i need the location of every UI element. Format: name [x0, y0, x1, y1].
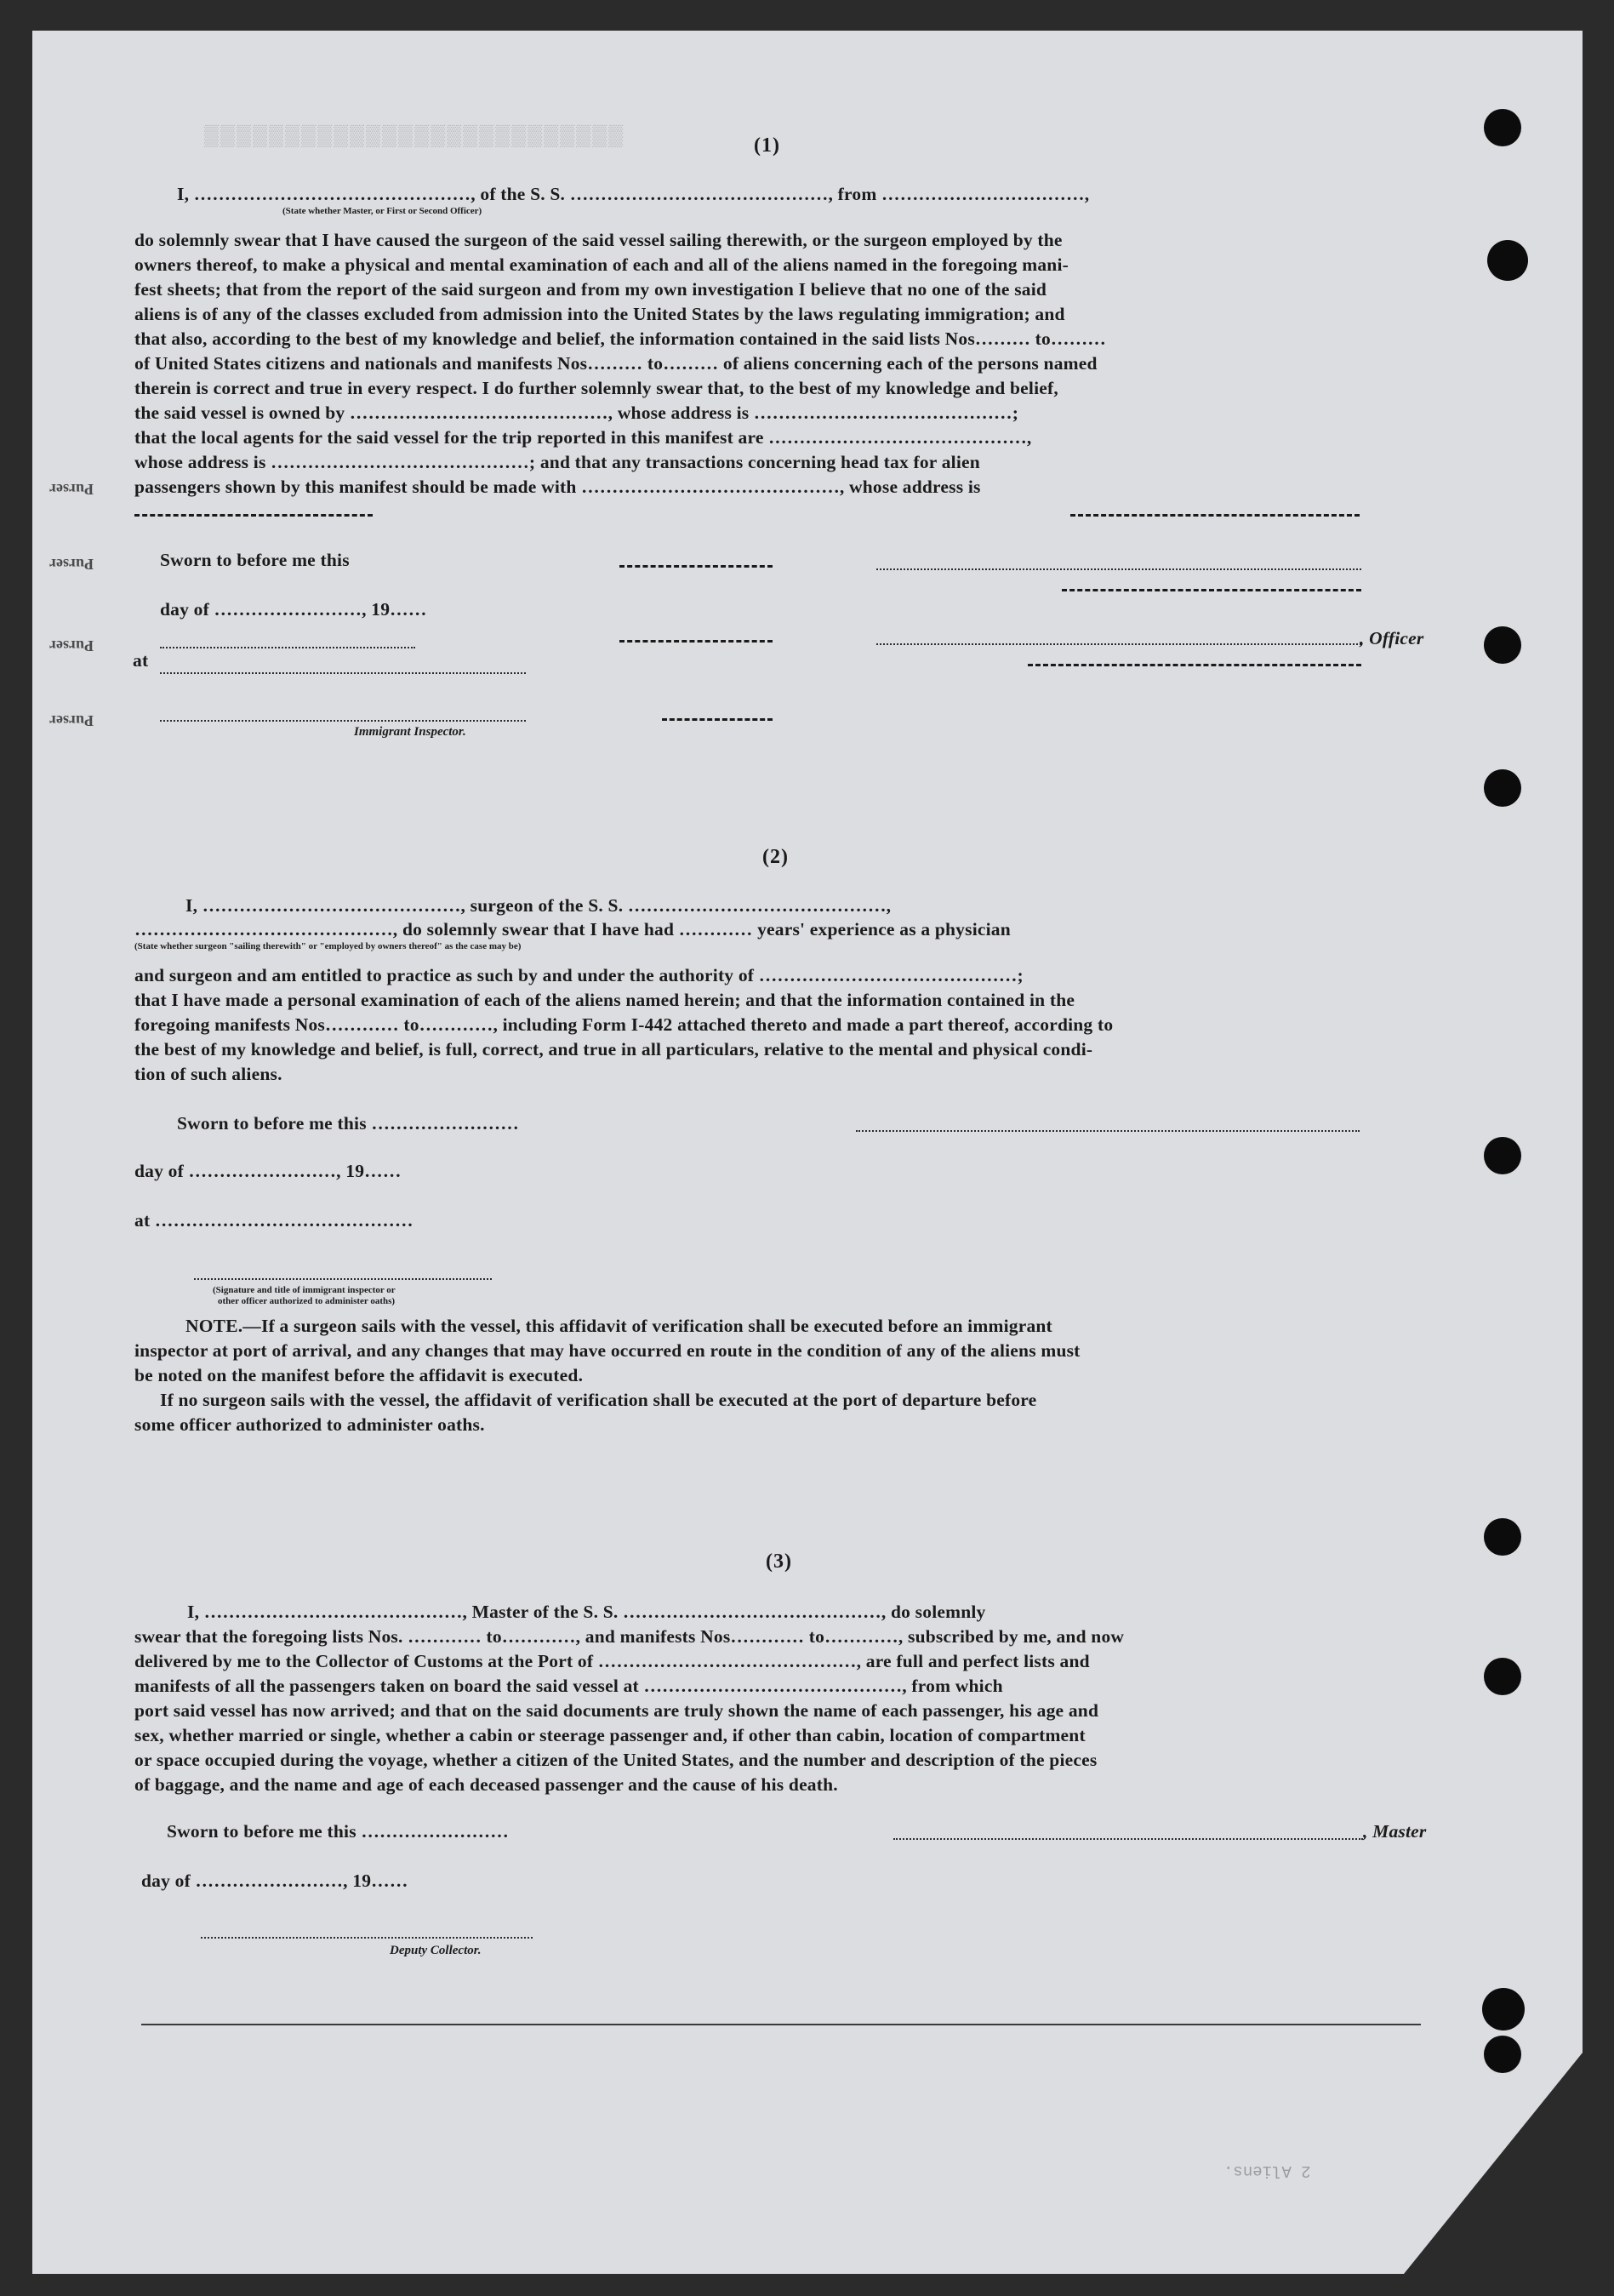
section-1-at: at	[133, 650, 149, 671]
bottom-rule	[141, 2024, 1421, 2025]
section-3-line: or space occupied during the voyage, whether a citizen of the United States, and the number and description of the pieces	[134, 1750, 1098, 1770]
bleed-through-purser: Purser	[49, 712, 94, 729]
section-3-line: swear that the foregoing lists Nos. ………… to…………, and manifests Nos………… to…………, subscribed by me, and now	[134, 1626, 1125, 1647]
section-1-line: of United States citizens and nationals and manifests Nos……… to……… of aliens concerning each of the persons named	[134, 353, 1098, 374]
section-1-line: that the local agents for the said vessel for the trip reported in this manifest are ……………………………………,	[134, 427, 1032, 448]
signature-line	[662, 717, 773, 721]
signature-line	[893, 1836, 1363, 1840]
section-1-line: the said vessel is owned by ……………………………………, whose address is ……………………………………;	[134, 403, 1019, 423]
immigrant-inspector-label: Immigrant Inspector.	[354, 725, 466, 739]
note-line: inspector at port of arrival, and any changes that may have occurred en route in the condition of any of the aliens must	[134, 1340, 1081, 1361]
document-page	[32, 31, 1583, 2274]
bleed-through-purser: Purser	[49, 556, 94, 573]
section-1-line: therein is correct and true in every respect. I do further solemnly swear that, to the best of my knowledge and belief,	[134, 378, 1058, 398]
signature-line	[1062, 587, 1361, 591]
signature-line	[1070, 512, 1360, 517]
section-1-sworn: Sworn to before me this	[160, 550, 350, 570]
punch-hole	[1484, 109, 1521, 146]
punch-hole	[1484, 1658, 1521, 1695]
note-line: NOTE.—If a surgeon sails with the vessel, this affidavit of verification shall be executed before an immigrant	[185, 1316, 1052, 1336]
section-2-line: foregoing manifests Nos………… to…………, including Form I-442 attached thereto and made a part thereof, according to	[134, 1014, 1114, 1035]
signature-line	[619, 638, 773, 643]
section-2-sworn: Sworn to before me this ……………………	[177, 1113, 519, 1134]
punch-hole	[1482, 1988, 1525, 2030]
punch-hole	[1487, 240, 1528, 281]
signature-caption: other officer authorized to administer oaths)	[218, 1296, 396, 1306]
signature-line	[160, 718, 526, 722]
section-2-day: day of ……………………, 19……	[134, 1161, 402, 1181]
signature-line	[160, 645, 415, 648]
section-2-line: that I have made a personal examination of each of the aliens named herein; and that the information contained in the	[134, 990, 1075, 1010]
signature-line	[1028, 662, 1361, 666]
bleed-through-text: ▒▒▒▒▒▒▒▒▒▒▒▒▒▒▒▒▒▒▒▒▒▒▒▒▒▒	[202, 125, 624, 147]
signature-line	[619, 563, 773, 568]
section-1-day: day of ……………………, 19……	[160, 599, 427, 620]
section-1-line: owners thereof, to make a physical and mental examination of each and all of the aliens named in the foregoing mani-	[134, 254, 1069, 275]
section-3-sworn: Sworn to before me this ……………………	[167, 1821, 509, 1842]
signature-line	[876, 642, 1361, 645]
bleed-through-purser: Purser	[49, 637, 94, 654]
section-2-line: tion of such aliens.	[134, 1064, 282, 1084]
section-3-line: delivered by me to the Collector of Customs at the Port of ……………………………………, are full and perfect lists and	[134, 1651, 1090, 1671]
signature-line	[856, 1128, 1360, 1132]
section-2-line: the best of my knowledge and belief, is full, correct, and true in all particulars, relative to the mental and physical condi-	[134, 1039, 1093, 1059]
punch-hole	[1484, 1518, 1521, 1556]
note-line: If no surgeon sails with the vessel, the affidavit of verification shall be executed at the port of departure before	[160, 1390, 1037, 1410]
punch-hole	[1484, 769, 1521, 807]
section-3-day: day of ……………………, 19……	[141, 1870, 408, 1891]
section-2-line: and surgeon and am entitled to practice as such by and under the authority of ……………………………………;	[134, 965, 1024, 985]
bleed-through-footer: 2 Aliens.	[1223, 2162, 1311, 2180]
deputy-collector-label: Deputy Collector.	[390, 1944, 482, 1957]
section-1-heading: (1)	[754, 134, 780, 157]
signature-caption: (Signature and title of immigrant inspector or	[213, 1285, 396, 1295]
note-line: some officer authorized to administer oaths.	[134, 1414, 485, 1435]
section-1-line: whose address is ……………………………………; and that any transactions concerning head tax for alien	[134, 452, 980, 472]
signature-line	[194, 1277, 492, 1280]
section-2-at: at ……………………………………	[134, 1210, 413, 1231]
section-1-line: do solemnly swear that I have caused the surgeon of the said vessel sailing therewith, or the surgeon employed by the	[134, 230, 1063, 250]
section-2-caption: (State whether surgeon "sailing therewith" or "employed by owners thereof" as the case may be)	[134, 941, 522, 951]
section-2-line: I, ……………………………………, surgeon of the S. S. ……………………………………,	[185, 895, 892, 916]
section-1-line: that also, according to the best of my knowledge and belief, the information contained in the said lists Nos……… to………	[134, 328, 1107, 349]
section-1-line: I, ………………………………………, of the S. S. ……………………………………, from ……………………………,	[177, 184, 1090, 204]
signature-line	[134, 512, 373, 517]
section-3-heading: (3)	[766, 1551, 792, 1573]
section-2-heading: (2)	[762, 846, 789, 868]
officer-label: , Officer	[1360, 628, 1424, 648]
section-1-line: fest sheets; that from the report of the said surgeon and from my own investigation I believe that no one of the said	[134, 279, 1047, 300]
master-label: , Master	[1363, 1821, 1427, 1842]
section-1-line: passengers shown by this manifest should be made with ……………………………………, whose address is	[134, 477, 981, 497]
punch-hole	[1484, 1137, 1521, 1174]
signature-line	[201, 1935, 533, 1939]
note-line: be noted on the manifest before the affidavit is executed.	[134, 1365, 584, 1385]
section-3-line: I, ……………………………………, Master of the S. S. ……………………………………, do solemnly	[187, 1602, 986, 1622]
bleed-through-purser: Purser	[49, 481, 94, 498]
punch-hole	[1484, 626, 1521, 664]
section-1-line: aliens is of any of the classes excluded from admission into the United States by the laws regulating immigration; and	[134, 304, 1065, 324]
section-3-line: of baggage, and the name and age of each deceased passenger and the cause of his death.	[134, 1774, 838, 1795]
section-3-line: port said vessel has now arrived; and that on the said documents are truly shown the name of each passenger, his age and	[134, 1700, 1099, 1721]
section-2-line: ……………………………………, do solemnly swear that I have had ………… years' experience as a physician	[134, 919, 1011, 940]
section-3-line: sex, whether married or single, whether a cabin or steerage passenger and, if other than cabin, location of compartment	[134, 1725, 1086, 1745]
folded-corner	[1404, 2053, 1583, 2274]
signature-line	[160, 671, 526, 674]
signature-line	[876, 567, 1361, 570]
section-3-line: manifests of all the passengers taken on board the said vessel at ……………………………………, from which	[134, 1676, 1003, 1696]
section-1-caption: (State whether Master, or First or Second Officer)	[282, 206, 482, 216]
